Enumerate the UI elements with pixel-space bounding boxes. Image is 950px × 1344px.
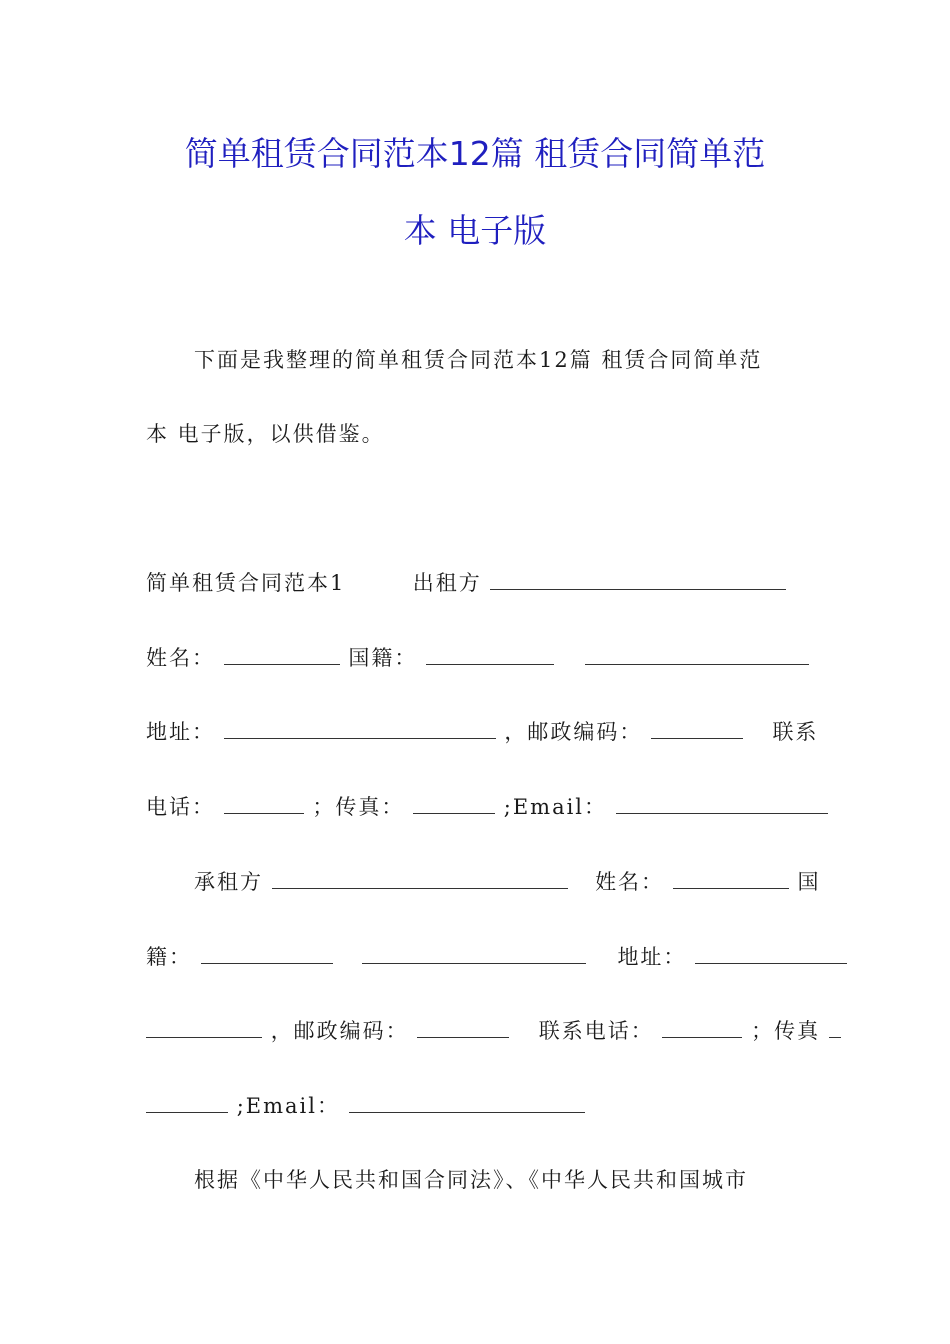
nationality-blank[interactable] — [426, 644, 554, 665]
nationality-blank-2[interactable] — [585, 644, 809, 665]
lessee-fax-blank[interactable] — [829, 1017, 841, 1038]
address-label: 地址： — [146, 720, 215, 744]
page-title-line-2: 本 电子版 — [403, 211, 547, 250]
fax-label: ；传真： — [312, 795, 405, 819]
name-blank[interactable] — [224, 644, 340, 665]
lessee-row — [194, 865, 821, 899]
postcode-blank[interactable] — [651, 718, 743, 739]
email-label: ;Email： — [503, 795, 608, 819]
nationality-label: 国籍： — [348, 646, 418, 670]
lessee-postcode-label: ，邮政编码： — [270, 1019, 409, 1043]
phone-blank[interactable] — [224, 793, 304, 814]
lessee-label: 承租方 — [194, 870, 263, 894]
lessee-nationality-blank-2[interactable] — [362, 943, 586, 964]
lessee-phone-blank[interactable] — [662, 1017, 742, 1038]
lessor-phone-row — [146, 790, 806, 824]
lessor-row — [146, 566, 806, 600]
lessee-address-label: 地址： — [617, 945, 687, 969]
lessor-blank[interactable] — [490, 569, 786, 590]
basis-line: 根据《中华人民共和国合同法》、《中华人民共和国城市 — [194, 1168, 748, 1192]
lessee-email-blank[interactable] — [349, 1092, 585, 1113]
lessee-phone-label: 联系电话： — [538, 1019, 654, 1043]
phone-label: 电话： — [146, 795, 215, 819]
intro-line-2: 本 电子版，以供借鉴。 — [146, 422, 385, 446]
lessee-nationality-label-2: 籍： — [146, 945, 192, 969]
fax-blank[interactable] — [413, 793, 495, 814]
contact-label: 联系 — [772, 720, 819, 744]
intro-line-1: 下面是我整理的简单租赁合同范本12篇 租赁合同简单范 — [194, 348, 763, 372]
lessee-address-blank[interactable] — [695, 943, 847, 964]
lessor-address-row — [146, 715, 819, 749]
lessee-address-blank-2[interactable] — [146, 1017, 262, 1038]
lessee-name-label: 姓名： — [595, 870, 665, 894]
lessor-label: 出租方 — [412, 571, 482, 595]
lessee-blank[interactable] — [272, 868, 568, 889]
lessee-postcode-row — [146, 1014, 821, 1048]
lessee-email-row — [146, 1089, 806, 1123]
postcode-label: ，邮政编码： — [504, 720, 643, 744]
email-blank[interactable] — [616, 793, 828, 814]
lessee-name-blank[interactable] — [673, 868, 789, 889]
lessee-nationality-row — [146, 940, 806, 974]
lessee-email-label: ;Email： — [236, 1094, 340, 1118]
page-title-line-1: 简单租赁合同范本12篇 租赁合同简单范 — [184, 134, 766, 173]
name-label: 姓名： — [146, 646, 215, 670]
lessor-name-row — [146, 641, 806, 675]
contract-heading: 简单租赁合同范本1 — [146, 571, 346, 595]
lessee-nationality-label-1: 国 — [797, 870, 821, 894]
address-blank[interactable] — [224, 718, 496, 739]
lessee-fax-blank-2[interactable] — [146, 1092, 228, 1113]
lessee-fax-label: ；传真 — [751, 1019, 821, 1043]
lessee-postcode-blank[interactable] — [417, 1017, 509, 1038]
lessee-nationality-blank[interactable] — [201, 943, 333, 964]
